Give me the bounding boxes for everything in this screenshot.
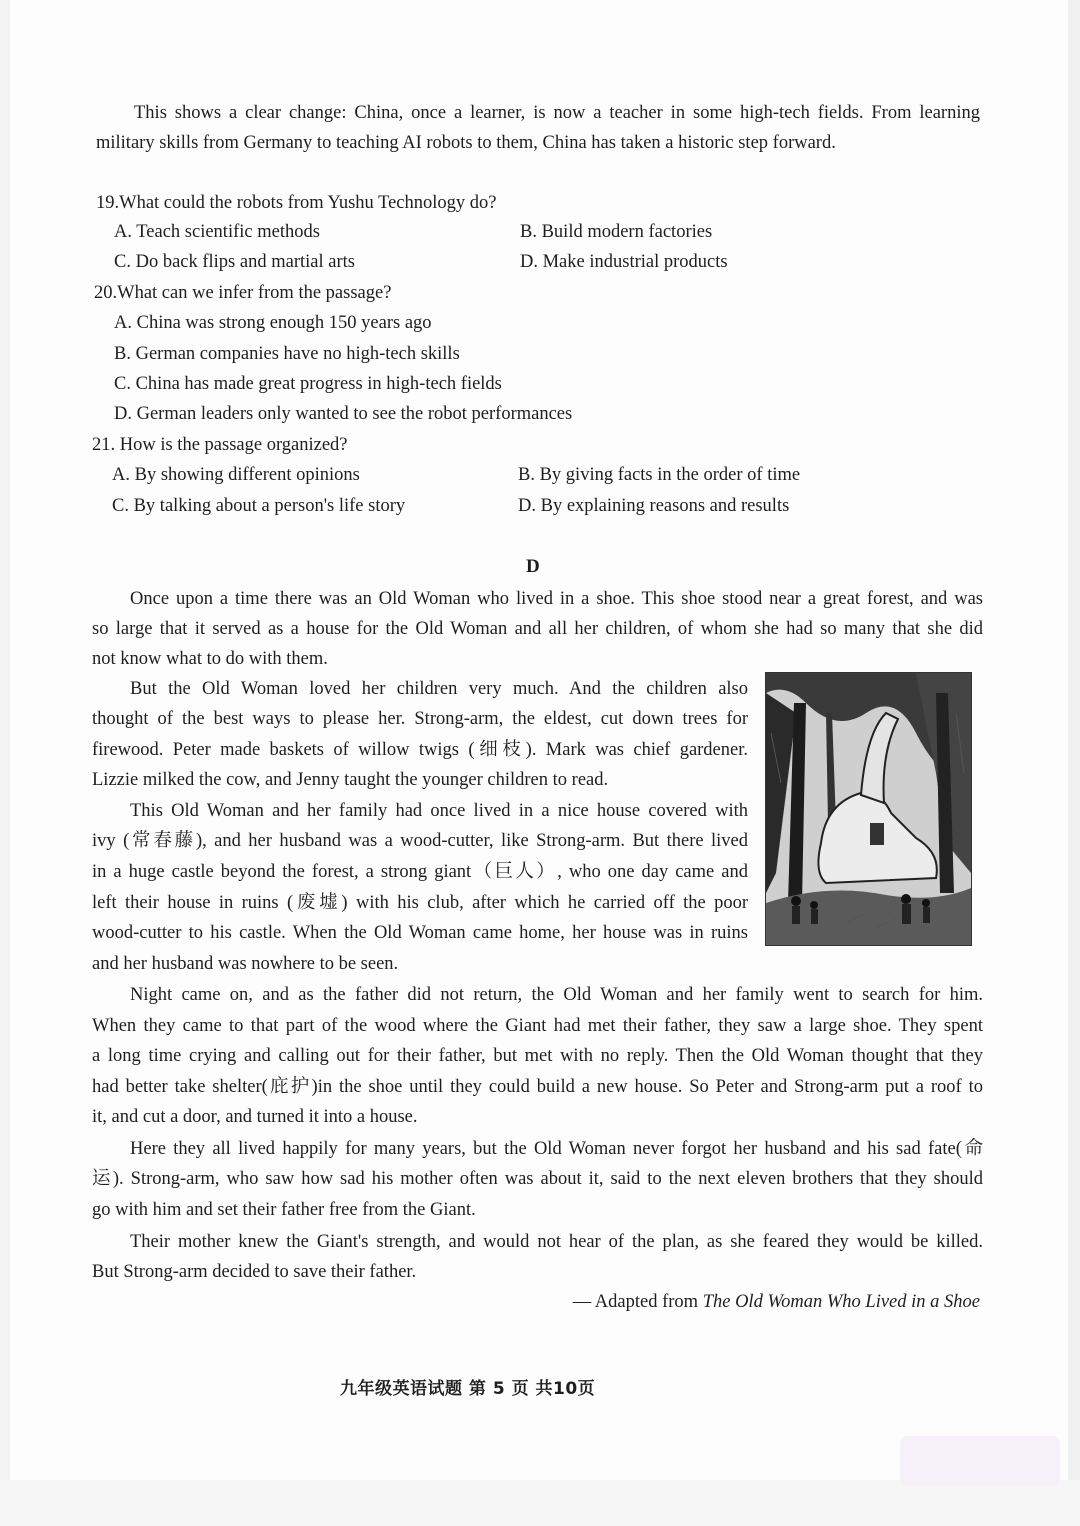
answer-option: D. German leaders only wanted to see the robot performances [114, 404, 573, 424]
passage-line: Once upon a time there was an Old Woman who lived in a shoe. This shoe stood near a great forest, and was [130, 589, 983, 609]
passage-line: and her husband was nowhere to be seen. [92, 954, 399, 974]
passage-line: in a huge castle beyond the forest, a strong giant（巨人）, who one day came and [92, 862, 748, 882]
passage-line: ivy (常春藤), and her husband was a wood-cutter, like Strong-arm. But there lived [92, 831, 748, 851]
passage-line: But Strong-arm decided to save their father. [92, 1262, 417, 1282]
illustration-drawing [766, 673, 971, 945]
intro-line: This shows a clear change: China, once a learner, is now a teacher in some high-tech fields. From learning [134, 103, 980, 123]
passage-line: so large that it served as a house for the Old Woman and all her children, of whom she had so many that she did [92, 619, 983, 639]
passage-line: firewood. Peter made baskets of willow twigs (细枝). Mark was chief gardener. [92, 740, 748, 760]
passage-line: 运). Strong-arm, who saw how sad his mother often was about it, said to the next eleven brothers that they should [92, 1169, 983, 1189]
passage-line: But the Old Woman loved her children very much. And the children also [130, 679, 748, 699]
source-prefix: — Adapted from [572, 1292, 703, 1312]
question-stem: 20.What can we infer from the passage? [94, 283, 392, 303]
answer-option: C. By talking about a person's life story [112, 496, 406, 516]
scan-margin [0, 1480, 1080, 1526]
passage-line: go with him and set their father free from the Giant. [92, 1200, 476, 1220]
passage-line: When they came to that part of the wood where the Giant had met their father, they saw a large shoe. They spent [92, 1016, 983, 1036]
scan-stain [900, 1436, 1060, 1486]
answer-option: C. Do back flips and martial arts [114, 252, 355, 272]
answer-option: A. China was strong enough 150 years ago [114, 313, 432, 333]
passage-line: thought of the best ways to please her. Strong-arm, the eldest, cut down trees for [92, 709, 748, 729]
question-stem: 21. How is the passage organized? [92, 435, 348, 455]
passage-line: it, and cut a door, and turned it into a house. [92, 1107, 418, 1127]
passage-line: a long time crying and calling out for their father, but met with no reply. Then the Old Woman thought that they [92, 1046, 983, 1066]
answer-option: B. German companies have no high-tech skills [114, 344, 460, 364]
page-footer: 九年级英语试题 第 5 页 共10页 [340, 1379, 596, 1399]
source-attribution [573, 1292, 980, 1313]
passage-line: Their mother knew the Giant's strength, and would not hear of the plan, as she feared they would be killed. [130, 1232, 983, 1252]
passage-line: Night came on, and as the father did not return, the Old Woman and her family went to search for him. [130, 985, 983, 1005]
answer-option: B. By giving facts in the order of time [518, 465, 801, 485]
passage-line: Here they all lived happily for many years, but the Old Woman never forgot her husband and his sad fate(命 [130, 1139, 983, 1159]
section-heading: D [526, 556, 540, 577]
story-illustration [765, 672, 972, 946]
answer-option: B. Build modern factories [520, 222, 713, 242]
intro-line: military skills from Germany to teaching AI robots to them, China has taken a historic step forward. [96, 133, 836, 153]
question-stem: 19.What could the robots from Yushu Technology do? [96, 193, 497, 213]
passage-line: had better take shelter(庇护)in the shoe until they could build a new house. So Peter and Strong-arm put a roof to [92, 1077, 983, 1097]
source-title: The Old Woman Who Lived in a Shoe [702, 1292, 980, 1312]
answer-option: A. By showing different opinions [112, 465, 360, 485]
scan-edge [1068, 0, 1080, 1526]
passage-line: This Old Woman and her family had once lived in a nice house covered with [130, 801, 748, 821]
scan-edge [0, 0, 10, 1526]
answer-option: A. Teach scientific methods [114, 222, 320, 242]
passage-line: left their house in ruins (废墟) with his club, after which he carried off the poor [92, 893, 748, 913]
answer-option: D. By explaining reasons and results [518, 496, 790, 516]
answer-option: D. Make industrial products [520, 252, 728, 272]
answer-option: C. China has made great progress in high-tech fields [114, 374, 502, 394]
passage-line: wood-cutter to his castle. When the Old Woman came home, her house was in ruins [92, 923, 748, 943]
passage-line: not know what to do with them. [92, 649, 328, 669]
passage-line: Lizzie milked the cow, and Jenny taught the younger children to read. [92, 770, 609, 790]
